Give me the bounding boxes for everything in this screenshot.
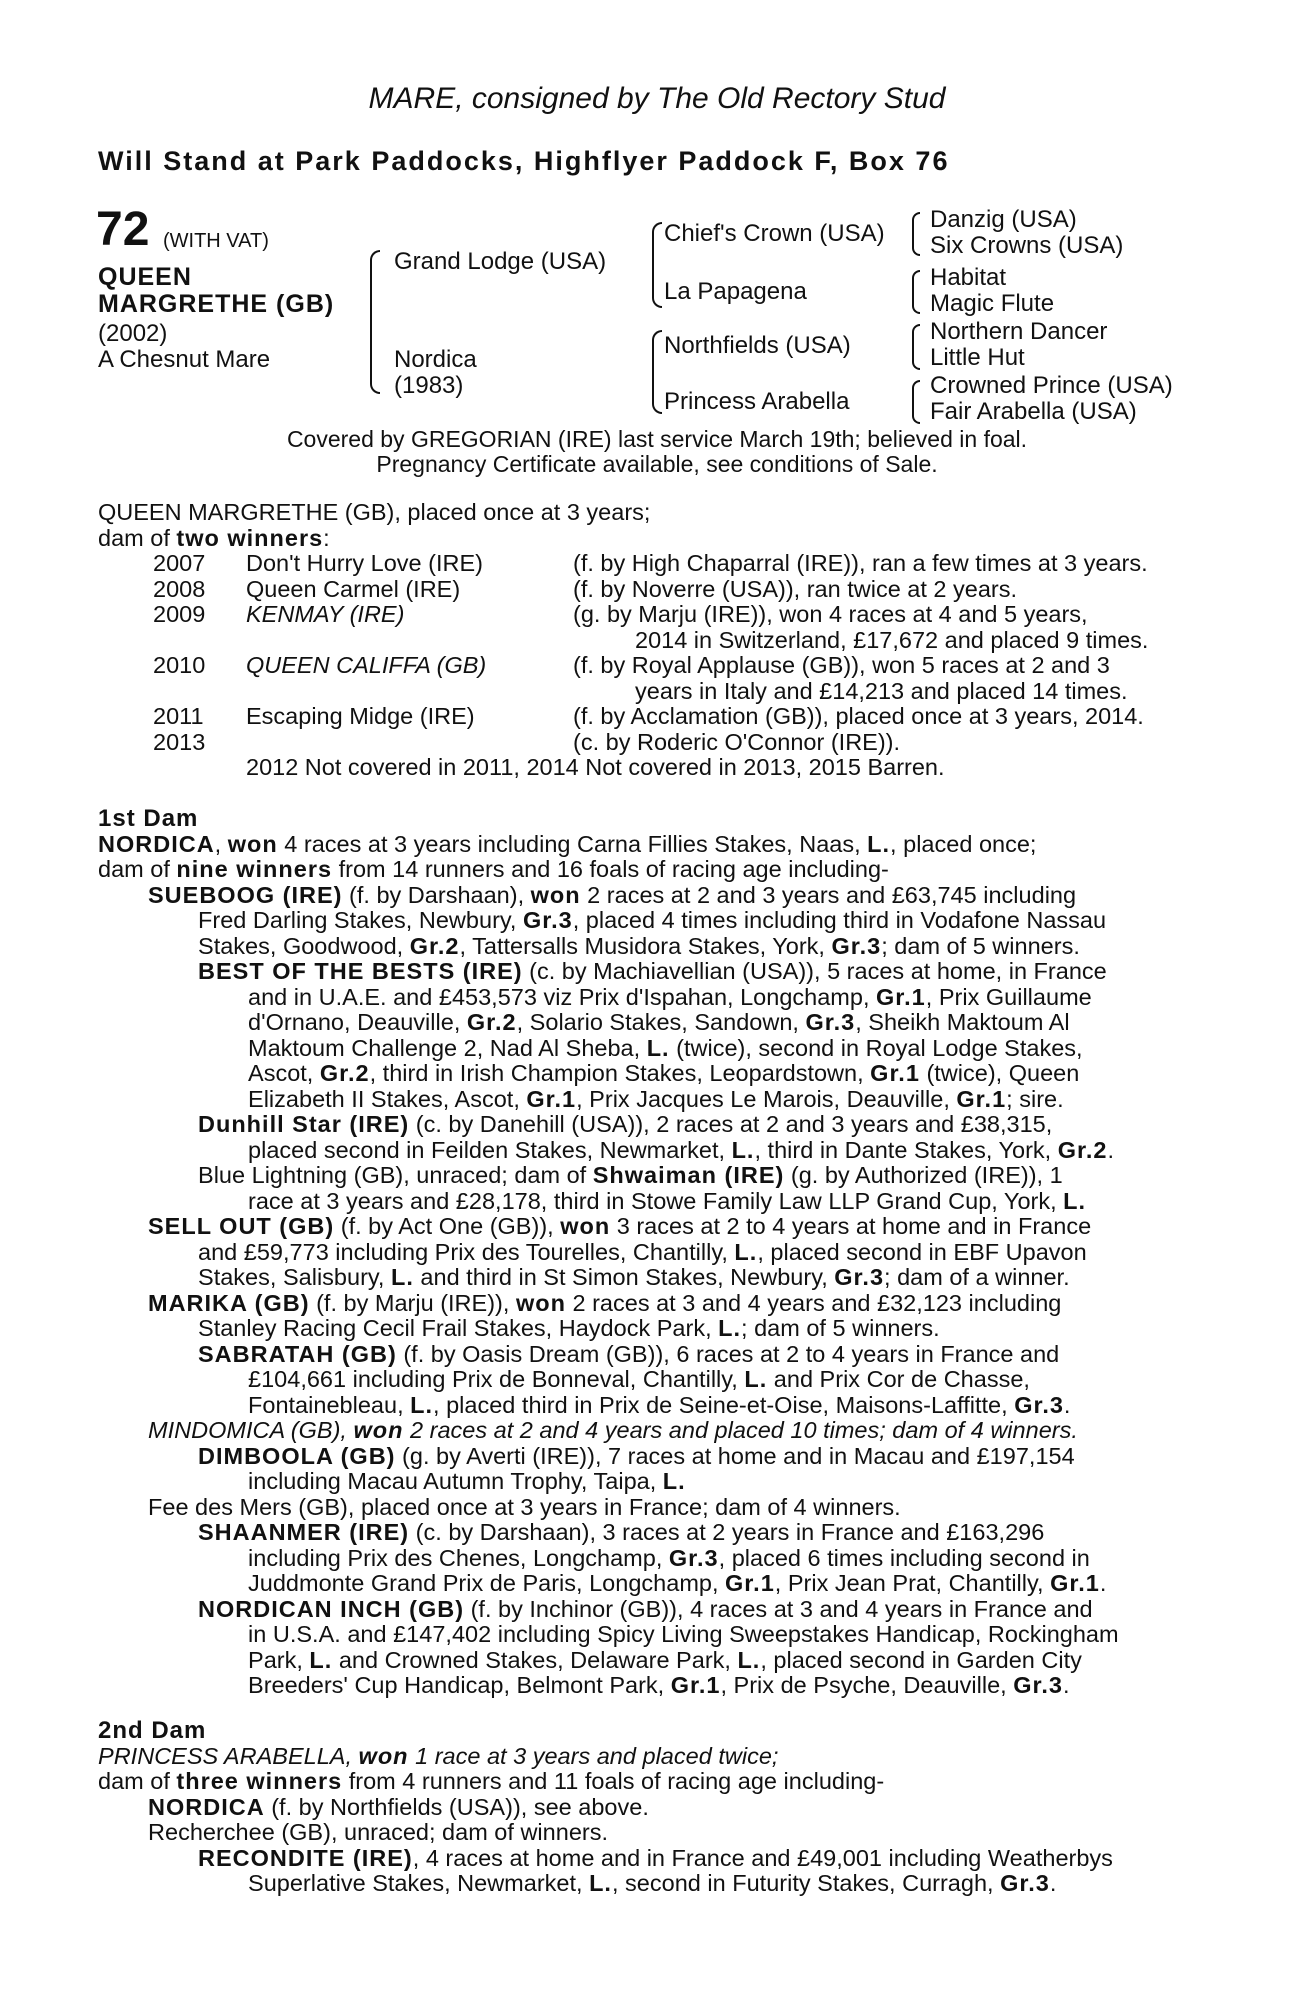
- pedigree-g3-8: Fair Arabella (USA): [930, 398, 1137, 425]
- produce-detail: (f. by Acclamation (GB)), placed once at 3 years, 2014.: [573, 703, 1144, 729]
- produce-footer: [98, 755, 1218, 781]
- produce-row: [98, 704, 1218, 730]
- second-dam-heading: 2nd Dam: [98, 1717, 207, 1744]
- second-dam-section: [98, 1718, 1218, 1897]
- dam-line: Fontainebleau, L., placed third in Prix de Seine-et-Oise, Maisons-Laffitte, Gr.3.: [248, 1391, 1071, 1418]
- dam-line: placed second in Feilden Stakes, Newmarket, L., third in Dante Stakes, York, Gr.2.: [248, 1136, 1114, 1163]
- dam-line: BEST OF THE BESTS (IRE) (c. by Machiavellian (USA)), 5 races at home, in France: [198, 958, 1107, 984]
- vat-label: (WITH VAT): [163, 230, 269, 252]
- pedigree-g3-3: Habitat: [930, 264, 1007, 291]
- dam-line: SELL OUT (GB) (f. by Act One (GB)), won 3 races at 2 to 4 years at home and in France: [148, 1213, 1092, 1239]
- pedigree-brace-g3-4: [912, 380, 920, 424]
- dam-line: Superlative Stakes, Newmarket, L., second in Futurity Stakes, Curragh, Gr.3.: [248, 1870, 1057, 1896]
- produce-detail: (g. by Marju (IRE)), won 4 races at 4 and 5 years,: [573, 601, 1088, 627]
- produce-year: 2008: [153, 575, 206, 602]
- produce-year: 2009: [153, 601, 206, 627]
- produce-name: QUEEN CALIFFA (GB): [246, 652, 487, 678]
- stand-location: Will Stand at Park Paddocks, Highflyer Paddock F, Box 76: [98, 146, 950, 176]
- dam-line: including Macau Autumn Trophy, Taipa, L.: [248, 1468, 686, 1494]
- produce-intro-colon: :: [323, 524, 330, 551]
- pedigree-sire-dam: La Papagena: [664, 278, 807, 305]
- pedigree-g3-1: Danzig (USA): [930, 206, 1077, 233]
- produce-row: [98, 551, 1218, 577]
- pedigree-dam-sire: Northfields (USA): [664, 332, 851, 359]
- lot-number: 72: [96, 203, 150, 256]
- produce-name: Escaping Midge (IRE): [246, 703, 475, 729]
- pedigree-g3-2: Six Crowns (USA): [930, 232, 1124, 259]
- produce-footer-text: 2012 Not covered in 2011, 2014 Not covered in 2013, 2015 Barren.: [246, 754, 945, 780]
- dam-line: d'Ornano, Deauville, Gr.2, Solario Stakes, Sandown, Gr.3, Sheikh Maktoum Al: [248, 1009, 1070, 1035]
- horse-name-line2: MARGRETHE (GB): [98, 290, 335, 318]
- pedigree-dam-year: (1983): [394, 372, 464, 399]
- dam-line: PRINCESS ARABELLA, won 1 race at 3 years and placed twice;: [98, 1742, 779, 1769]
- produce-name: Queen Carmel (IRE): [246, 575, 461, 602]
- dam-line: SABRATAH (GB) (f. by Oasis Dream (GB)), 6 races at 2 to 4 years in France and: [198, 1340, 1060, 1367]
- pedigree-brace-sire: [652, 222, 662, 308]
- produce-row-cont: [98, 628, 1218, 654]
- dam-line: and £59,773 including Prix des Tourelles, Chantilly, L., placed second in EBF Upavon: [198, 1238, 1087, 1265]
- produce-name: Don't Hurry Love (IRE): [246, 550, 483, 576]
- pedigree-g3-6: Little Hut: [930, 344, 1025, 371]
- produce-year: 2010: [153, 652, 206, 678]
- dam-line: Fee des Mers (GB), placed once at 3 years in France; dam of 4 winners.: [148, 1493, 901, 1520]
- produce-row-cont: [98, 679, 1218, 705]
- dam-line: Juddmonte Grand Prix de Paris, Longchamp, Gr.1, Prix Jean Prat, Chantilly, Gr.1.: [248, 1570, 1107, 1596]
- dam-line: Elizabeth II Stakes, Ascot, Gr.1, Prix Jacques Le Marois, Deauville, Gr.1; sire.: [248, 1085, 1064, 1112]
- pedigree-brace-g3-3: [912, 324, 920, 370]
- pedigree-g3-4: Magic Flute: [930, 290, 1055, 317]
- dam-line: Recherchee (GB), unraced; dam of winners.: [148, 1819, 608, 1845]
- produce-row: [98, 653, 1218, 679]
- dam-line: £104,661 including Prix de Bonneval, Chantilly, L. and Prix Cor de Chasse,: [248, 1366, 1030, 1392]
- pregnancy-note: Pregnancy Certificate available, see conditions of Sale.: [376, 451, 938, 477]
- produce-detail: (f. by High Chaparral (IRE)), ran a few times at 3 years.: [573, 550, 1148, 576]
- dam-line: Ascot, Gr.2, third in Irish Champion Stakes, Leopardstown, Gr.1 (twice), Queen: [248, 1060, 1080, 1086]
- dam-line: Fred Darling Stakes, Newbury, Gr.3, placed 4 times including third in Vodafone Nassau: [198, 907, 1107, 933]
- produce-detail-cont: years in Italy and £14,213 and placed 14 times.: [635, 677, 1128, 704]
- dam-line: Breeders' Cup Handicap, Belmont Park, Gr.1, Prix de Psyche, Deauville, Gr.3.: [248, 1672, 1070, 1698]
- produce-name: KENMAY (IRE): [246, 601, 405, 627]
- dam-line: Park, L. and Crowned Stakes, Delaware Park, L., placed second in Garden City: [248, 1646, 1082, 1673]
- produce-year: 2011: [153, 703, 204, 729]
- pedigree-brace-main: [370, 250, 380, 394]
- dam-line: Stakes, Goodwood, Gr.2, Tattersalls Musidora Stakes, York, Gr.3; dam of 5 winners.: [198, 932, 1080, 959]
- dam-line: NORDICA, won 4 races at 3 years including Carna Fillies Stakes, Naas, L., placed once;: [98, 830, 1037, 857]
- produce-row: [98, 577, 1218, 603]
- pedigree-brace-g3-1: [912, 212, 920, 256]
- produce-detail: (f. by Royal Applause (GB)), won 5 races at 2 and 3: [573, 652, 1110, 678]
- pedigree-brace-dam: [652, 330, 662, 414]
- produce-row: [98, 602, 1218, 628]
- produce-year: 2007: [153, 550, 206, 576]
- horse-description: A Chesnut Mare: [98, 346, 271, 373]
- dam-line: MINDOMICA (GB), won 2 races at 2 and 4 years and placed 10 times; dam of 4 winners.: [148, 1417, 1078, 1443]
- dam-line: race at 3 years and £28,178, third in Stowe Family Law LLP Grand Cup, York, L.: [248, 1187, 1087, 1214]
- produce-detail-cont: 2014 in Switzerland, £17,672 and placed 9 times.: [635, 626, 1149, 653]
- dam-line: SHAANMER (IRE) (c. by Darshaan), 3 races at 2 years in France and £163,296: [198, 1519, 1045, 1545]
- produce-intro-prefix: dam of: [98, 524, 177, 551]
- pedigree-dam-dam: Princess Arabella: [664, 388, 850, 415]
- foaling-year: (2002): [98, 320, 168, 347]
- produce-intro-winners: two winners: [176, 524, 324, 551]
- dam-line: dam of nine winners from 14 runners and 16 foals of racing age including-: [98, 856, 889, 882]
- covering-note: Covered by GREGORIAN (IRE) last service March 19th; believed in foal.: [286, 426, 1028, 452]
- produce-detail: (f. by Noverre (USA)), ran twice at 2 years.: [573, 575, 1018, 602]
- pedigree-g3-7: Crowned Prince (USA): [930, 372, 1173, 399]
- dam-line: Stakes, Salisbury, L. and third in St Simon Stakes, Newbury, Gr.3; dam of a winner.: [198, 1264, 1070, 1290]
- horse-name-line1: QUEEN: [98, 263, 192, 291]
- dam-line: MARIKA (GB) (f. by Marju (IRE)), won 2 races at 3 and 4 years and £32,123 including: [148, 1289, 1062, 1316]
- produce-detail: (c. by Roderic O'Connor (IRE)).: [573, 728, 901, 755]
- produce-intro-dam: [98, 526, 1218, 552]
- pedigree-brace-g3-2: [912, 270, 920, 314]
- dam-line: in U.S.A. and £147,402 including Spicy Living Sweepstakes Handicap, Rockingham: [248, 1621, 1119, 1647]
- dam-line: SUEBOOG (IRE) (f. by Darshaan), won 2 races at 2 and 3 years and £63,745 including: [148, 881, 1077, 908]
- dam-line: Stanley Racing Cecil Frail Stakes, Haydock Park, L.; dam of 5 winners.: [198, 1315, 940, 1341]
- dam-line: RECONDITE (IRE), 4 races at home and in France and £49,001 including Weatherbys: [198, 1844, 1113, 1871]
- dam-line: DIMBOOLA (GB) (g. by Averti (IRE)), 7 races at home and in Macau and £197,154: [198, 1442, 1075, 1469]
- produce-record: [98, 500, 1218, 781]
- first-dam-heading: 1st Dam: [98, 805, 199, 832]
- produce-row: [98, 730, 1218, 756]
- dam-line: Dunhill Star (IRE) (c. by Danehill (USA)), 2 races at 2 and 3 years and £38,315,: [198, 1111, 1053, 1137]
- pedigree-sire: Grand Lodge (USA): [394, 248, 607, 275]
- pedigree-dam: Nordica: [394, 346, 477, 373]
- dam-line: Blue Lightning (GB), unraced; dam of Shwaiman (IRE) (g. by Authorized (IRE)), 1: [198, 1162, 1063, 1188]
- dam-line: NORDICAN INCH (GB) (f. by Inchinor (GB)), 4 races at 3 and 4 years in France and: [198, 1595, 1093, 1622]
- dam-line: and in U.A.E. and £453,573 viz Prix d'Ispahan, Longchamp, Gr.1, Prix Guillaume: [248, 983, 1092, 1010]
- horse-name: [98, 264, 334, 318]
- first-dam-section: [98, 806, 1218, 1699]
- pedigree-sire-sire: Chief's Crown (USA): [664, 220, 885, 247]
- produce-year: 2013: [153, 728, 206, 755]
- sale-title: MARE, consigned by The Old Rectory Stud: [368, 82, 946, 115]
- dam-line: including Prix des Chenes, Longchamp, Gr.3, placed 6 times including second in: [248, 1544, 1090, 1571]
- pedigree-g3-5: Northern Dancer: [930, 318, 1108, 345]
- dam-line: dam of three winners from 4 runners and 11 foals of racing age including-: [98, 1768, 885, 1794]
- dam-line: NORDICA (f. by Northfields (USA)), see above.: [148, 1793, 649, 1820]
- produce-intro: QUEEN MARGRETHE (GB), placed once at 3 years;: [98, 499, 651, 525]
- dam-line: Maktoum Challenge 2, Nad Al Sheba, L. (twice), second in Royal Lodge Stakes,: [248, 1034, 1083, 1061]
